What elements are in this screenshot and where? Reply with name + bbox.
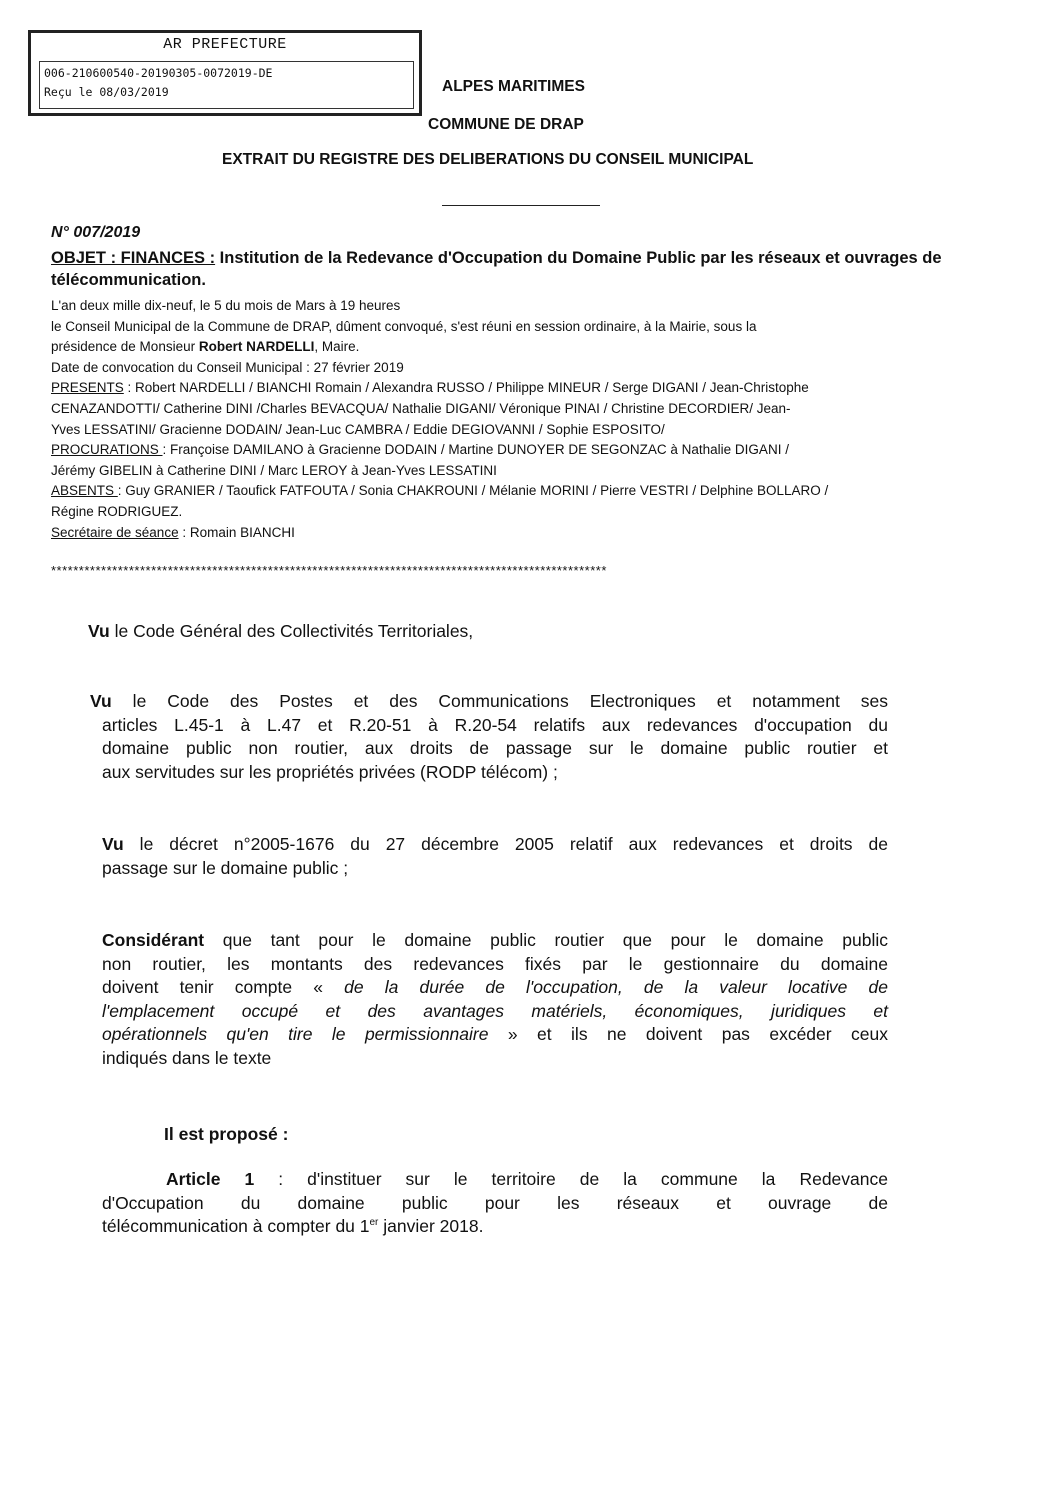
stamp-reference: 006-210600540-20190305-0072019-DE: [44, 66, 273, 80]
vu-decret: [102, 833, 888, 880]
considerant-line-6: indiqués dans le texte: [102, 1047, 272, 1068]
vu-decret-bold: Vu: [102, 834, 124, 854]
stamp-title: AR PREFECTURE: [163, 36, 287, 53]
president-name: Robert NARDELLI: [198, 339, 315, 355]
considerant-text-5b: » et ils ne doivent pas excéder ceux: [488, 1024, 888, 1044]
stamp-received-date: Reçu le 08/03/2019: [44, 85, 169, 99]
article-1-sup: er: [369, 1217, 379, 1229]
absents-line-1: [51, 481, 1001, 502]
convocation-date: Date de convocation du Conseil Municipal : 27 février 2019: [51, 359, 404, 375]
vu-cpce: [90, 690, 888, 784]
considerant-line-3: [102, 976, 888, 1000]
presidency-suffix: , Maire.: [314, 339, 360, 355]
considerant-line-5: [102, 1023, 888, 1047]
deliberation-number: N° 007/2019: [51, 224, 141, 241]
header-divider: [442, 205, 600, 206]
vu-decret-line-1: [102, 833, 888, 857]
presents-label: PRESENTS: [51, 380, 124, 396]
considerant-line-2: non routier, les montants des redevances fixés par le gestionnaire du domaine: [102, 953, 888, 974]
considerant-quote-5: opérationnels qu'en tire le permissionnaire: [102, 1024, 489, 1044]
secretary-line: [51, 523, 1001, 544]
article-1-text-3a: télécommunication à compter du 1: [102, 1216, 370, 1236]
commune-heading: COMMUNE DE DRAP: [428, 116, 584, 133]
article-1-line-1: [102, 1168, 888, 1192]
considerant-line-4: [102, 1000, 888, 1024]
article-1-text-1: : d'instituer sur le territoire de la commune la Redevance: [254, 1169, 888, 1189]
presents-line-3: Yves LESSATINI/ Gracienne DODAIN/ Jean-Luc CAMBRA / Eddie DEGIOVANNI / Sophie ESPOSITO/: [51, 421, 665, 437]
considerant-text-3a: doivent tenir compte «: [102, 977, 345, 997]
vu-cgct-bold: Vu: [88, 621, 110, 641]
considerant-quote-3: de la durée de l'occupation, de la valeur locative de: [344, 977, 889, 997]
considerant-bold: Considérant: [102, 930, 205, 950]
objet-text: Institution de la Redevance d'Occupation du Domaine Public par les réseaux et ouvrages de télécommunication.: [51, 249, 942, 289]
registry-heading: EXTRAIT DU REGISTRE DES DELIBERATIONS DU CONSEIL MUNICIPAL: [222, 151, 754, 168]
prefecture-stamp: [28, 30, 422, 116]
council-convened: le Conseil Municipal de la Commune de DRAP, dûment convoqué, s'est réuni en session ordinaire, à la Mairie, sous la: [51, 318, 757, 334]
procurations-line-2: Jérémy GIBELIN à Catherine DINI / Marc LEROY à Jean-Yves LESSATINI: [51, 462, 497, 478]
objet-label: OBJET : FINANCES :: [51, 249, 216, 267]
vu-decret-line-2: passage sur le domaine public ;: [102, 857, 349, 878]
procurations-label: PROCURATIONS: [51, 442, 163, 458]
vu-cpce-line-4: aux servitudes sur les propriétés privées (RODP télécom) ;: [102, 761, 558, 782]
vu-cpce-line-1: [90, 690, 888, 714]
secretary-value: : Romain BIANCHI: [178, 524, 295, 540]
presents-line-2: CENAZANDOTTI/ Catherine DINI /Charles BEVACQUA/ Nathalie DIGANI/ Véronique PINAI / Christine DECORDIER/ Jean-: [51, 400, 791, 416]
presents-line-1: [51, 378, 1001, 399]
vu-cgct: [88, 620, 473, 644]
department-heading: ALPES MARITIMES: [442, 78, 585, 95]
absents-label: ABSENTS: [51, 483, 118, 499]
presidency-line: [51, 337, 1001, 358]
considerant-text-1: que tant pour le domaine public routier que pour le domaine public: [204, 930, 888, 950]
article-1-line-3: [102, 1215, 888, 1239]
secretary-label: Secrétaire de séance: [51, 524, 179, 540]
considerant-line-1: [102, 929, 888, 953]
vu-cpce-bold: Vu: [90, 691, 112, 711]
article-1-label: Article 1: [166, 1169, 255, 1189]
procurations-line-1: [51, 440, 1001, 461]
presidency-text: présidence de Monsieur: [51, 339, 199, 355]
vu-cpce-text-1: le Code des Postes et des Communications Electroniques et notamment ses: [111, 691, 888, 711]
il-est-propose: [164, 1123, 288, 1147]
propose-heading: Il est proposé :: [164, 1124, 289, 1144]
vu-cgct-text: le Code Général des Collectivités Territoriales,: [109, 621, 474, 641]
vu-cpce-line-3: domaine public non routier, aux droits de passage sur le domaine public routier et: [102, 738, 888, 758]
vu-decret-text-1: le décret n°2005-1676 du 27 décembre 2005 relatif aux redevances et droits de: [123, 834, 888, 854]
absents-line-2: Régine RODRIGUEZ.: [51, 503, 183, 519]
article-1-text-3b: janvier 2018.: [378, 1216, 484, 1236]
absents-text-1: : Guy GRANIER / Taoufick FATFOUTA / Sonia CHAKROUNI / Mélanie MORINI / Pierre VESTRI / Delphine BOLLARO /: [117, 483, 829, 499]
presents-text-1: : Robert NARDELLI / BIANCHI Romain / Alexandra RUSSO / Philippe MINEUR / Serge DIGANI / Jean-Christophe: [123, 380, 809, 396]
deliberation-object: [51, 247, 991, 291]
vu-cpce-line-2: articles L.45-1 à L.47 et R.20-51 à R.20-54 relatifs aux redevances d'occupation du: [102, 714, 888, 735]
article-1: [102, 1168, 888, 1239]
stamp-details: [39, 61, 414, 109]
procurations-text-1: : Françoise DAMILANO à Gracienne DODAIN / Martine DUNOYER DE SEGONZAC à Nathalie DIGANI /: [162, 442, 789, 458]
considerant-quote-4: l'emplacement occupé et des avantages matériels, économiques, juridiques et: [102, 1000, 888, 1021]
session-date: L'an deux mille dix-neuf, le 5 du mois de Mars à 19 heures: [51, 298, 401, 313]
asterisk-separator: ****************************************************************************************************: [51, 563, 607, 578]
article-1-line-2: d'Occupation du domaine public pour les réseaux et ouvrage de: [102, 1192, 888, 1213]
considerant: [102, 929, 888, 1070]
session-details: [51, 296, 1001, 543]
